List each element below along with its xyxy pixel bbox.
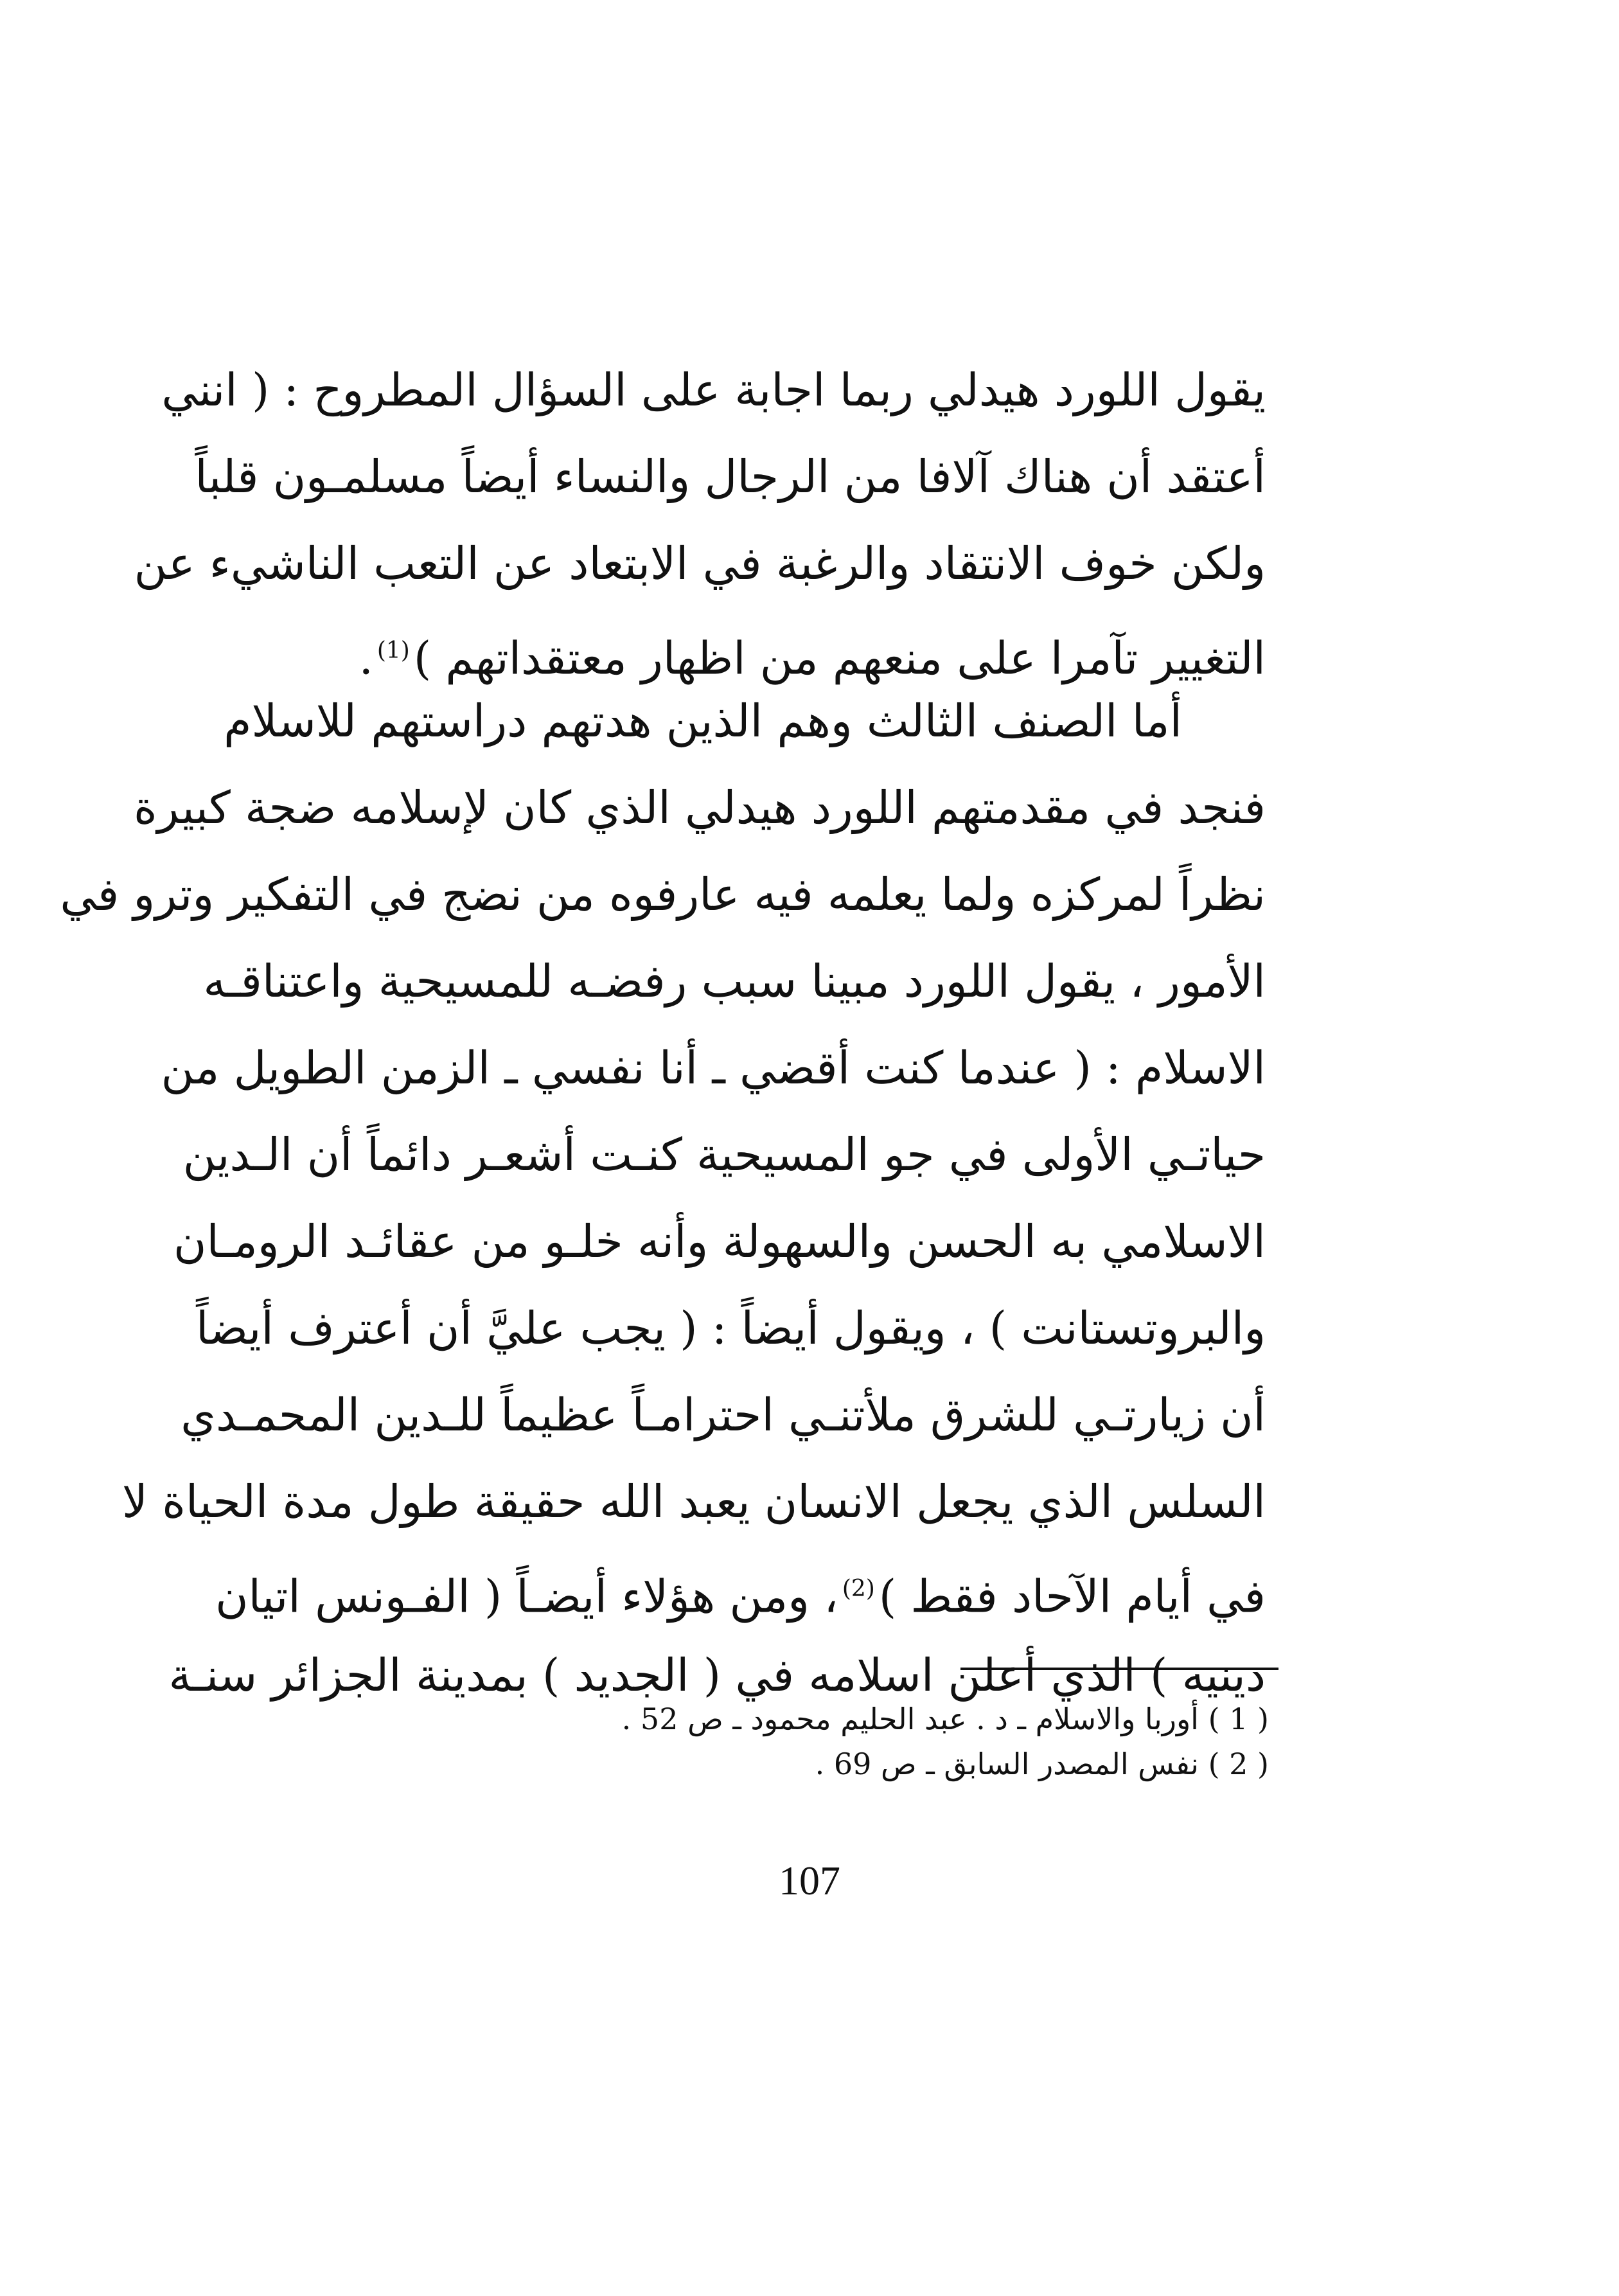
footnotes	[501, 1696, 1269, 1786]
page-number: 107	[779, 1858, 840, 1903]
footnote-1: ( 1 ) أوربا والاسلام ـ د . عبد الحليم محمود ـ ص 52 .	[621, 1702, 1269, 1736]
paragraph-line: حياتـي الأولى في جو المسيحية كنـت أشعـر دائماً أن الـدين	[182, 1128, 1266, 1181]
paragraph-line: الاسلامي به الحسن والسهولة وأنه خلـو من عقائـد الرومـان	[173, 1215, 1266, 1268]
sentence-end-period: .	[358, 632, 373, 685]
paragraph-line-text: في أيام الآحاد فقط )	[878, 1570, 1266, 1623]
paragraph-line: أعتقد أن هناك آلافا من الرجال والنساء أيضاً مسلمـون قلباً	[195, 450, 1266, 503]
paragraph-line: ولكن خوف الانتقاد والرغبة في الابتعاد عن التعب الناشيء عن	[134, 537, 1266, 590]
paragraph-line: والبروتستانت ) ، ويقول أيضاً : ( يجب عليَّ أن أعترف أيضاً	[196, 1302, 1266, 1355]
footnote-separator	[960, 1668, 1278, 1670]
paragraph-line-text: ، ومن هؤلاء أيضـاً ( الفـونس اتيان	[215, 1570, 838, 1623]
paragraph-2	[60, 678, 1266, 1719]
paragraph-line: يقول اللورد هيدلي ربما اجابة على السؤال المطروح : ( انني	[161, 364, 1266, 416]
footnote-marker: (1)	[376, 637, 410, 664]
paragraph-line: الاسلام : ( عندما كنت أقضي ـ أنا نفسي ـ الزمن الطويل من	[161, 1042, 1266, 1094]
paragraph-line-text: التغيير تآمرا على منعهم من اظهار معتقداتهم )	[413, 632, 1266, 685]
paragraph-1	[134, 347, 1266, 694]
paragraph-line: أن زيارتـي للشرق ملأتنـي احترامـاً عظيماً للـدين المحمـدي	[181, 1389, 1266, 1441]
paragraph-line: أما الصنف الثالث وهم الذين هدتهم دراستهم للاسلام	[224, 695, 1182, 747]
paragraph-line-with-footnote	[215, 1545, 1266, 1632]
paragraph-line: الأمور ، يقول اللورد مبينا سبب رفضـه للمسيحية واعتناقـه	[203, 955, 1266, 1008]
paragraph-line: دينيه ) الذي أعلن اسلامه في ( الجديد ) بمدينة الجزائر سنـة	[168, 1649, 1266, 1702]
paragraph-line: فنجد في مقدمتهم اللورد هيدلي الذي كان لإسلامه ضجة كبيرة	[134, 781, 1266, 834]
paragraph-line: السلس الذي يجعل الانسان يعبد الله حقيقة طول مدة الحياة لا	[122, 1475, 1266, 1528]
footnote-2: ( 2 ) نفس المصدر السابق ـ ص 69 .	[815, 1747, 1269, 1781]
paragraph-line: نظراً لمركزه ولما يعلمه فيه عارفوه من نضج في التفكير وترو في	[60, 868, 1266, 921]
footnote-marker: (2)	[842, 1576, 875, 1602]
